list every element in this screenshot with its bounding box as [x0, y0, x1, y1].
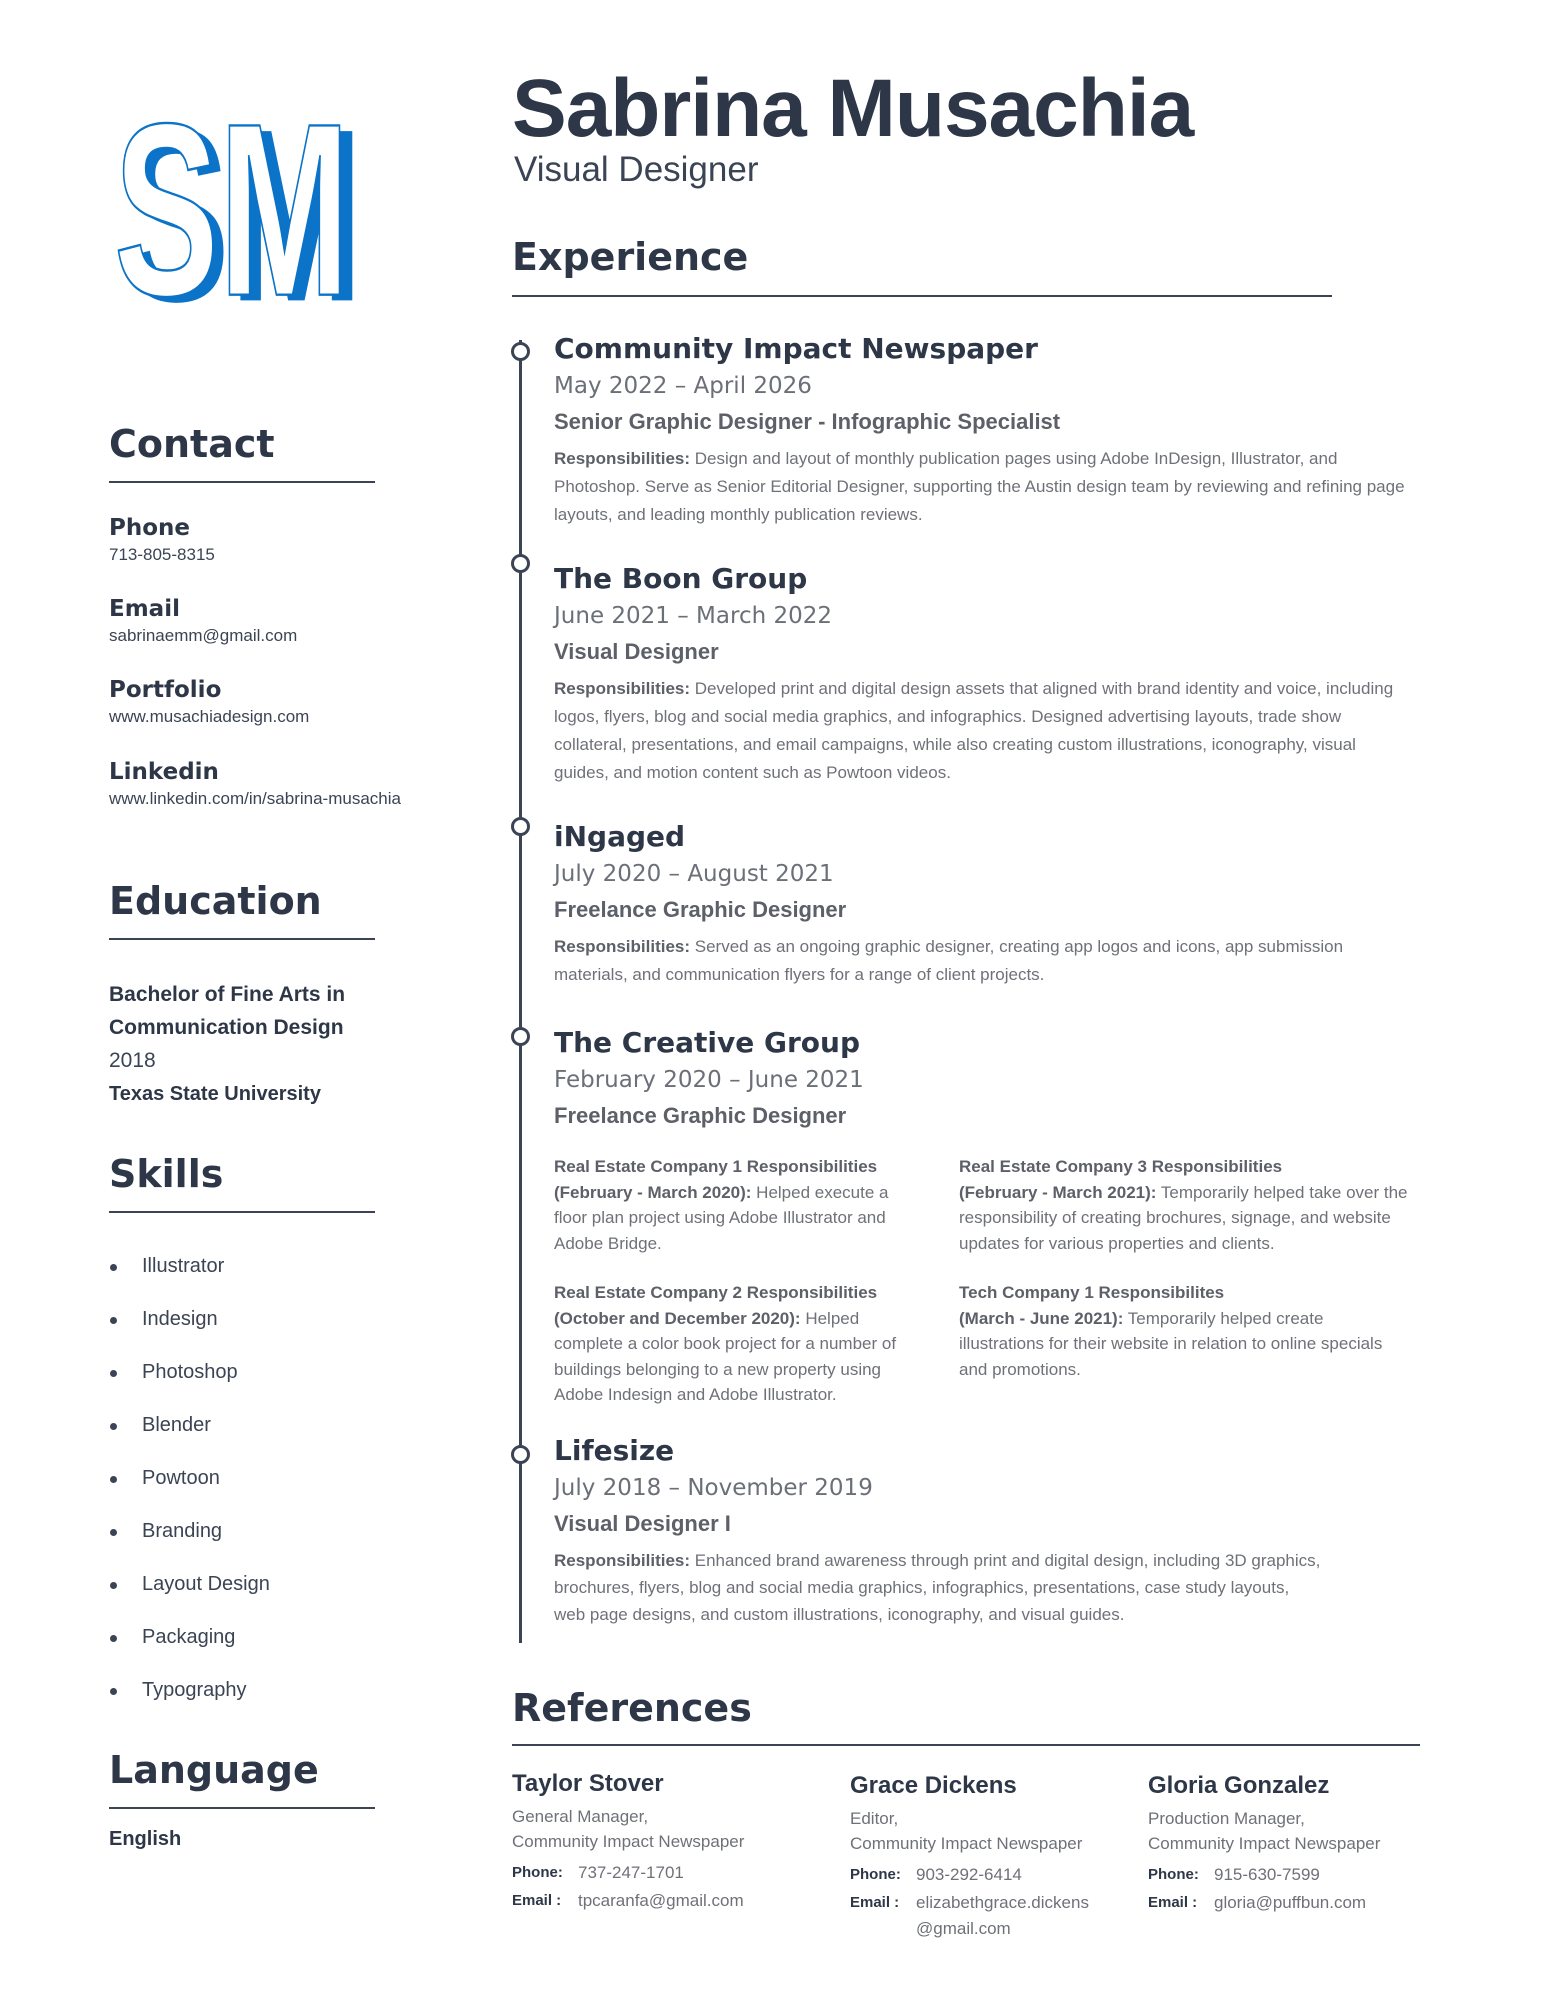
- skill-item: Indesign: [109, 1308, 270, 1361]
- reference-role: Production Manager, Community Impact Newspaper: [1148, 1809, 1381, 1853]
- job-responsibilities: [554, 445, 1414, 529]
- timeline-dot: [511, 342, 530, 361]
- job-responsibilities: [554, 1547, 1324, 1628]
- contact-portfolio-link[interactable]: www.musachiadesign.com: [109, 707, 310, 726]
- creative-group-block: [554, 1154, 924, 1256]
- block-period: (October and December 2020):: [554, 1308, 801, 1328]
- block-period: (February - March 2020):: [554, 1182, 752, 1202]
- block-heading: Real Estate Company 1 Responsibilities: [554, 1157, 878, 1176]
- contact-email: [109, 596, 297, 646]
- timeline-dot: [511, 1445, 530, 1464]
- candidate-name: Sabrina Musachia: [512, 63, 1194, 154]
- block-heading: Real Estate Company 2 Responsibilities: [554, 1283, 878, 1302]
- skill-item: Blender: [109, 1414, 270, 1467]
- resp-label: Responsibilities:: [554, 679, 691, 698]
- job-dates: May 2022 – April 2026: [554, 373, 812, 399]
- job-dates: July 2020 – August 2021: [554, 861, 834, 887]
- skill-item: Photoshop: [109, 1361, 270, 1414]
- contact-email-label: Email: [109, 596, 180, 622]
- job-dates: June 2021 – March 2022: [554, 603, 833, 629]
- job-boon-group: [554, 562, 1414, 787]
- resp-text: Enhanced brand awareness through print and digital design, including 3D graphics, brochures, flyers, blog and social media graphics, infographics, presentations, case study layouts, web page designs, and custom illustrations, iconography, and visual guides.: [554, 1551, 1321, 1624]
- contact-phone-value[interactable]: 713-805-8315: [109, 545, 215, 564]
- skills-title: Skills: [109, 1152, 224, 1196]
- skill-item: Illustrator: [109, 1255, 270, 1308]
- block-period: (March - June 2021):: [959, 1308, 1124, 1328]
- references-divider: [512, 1744, 1420, 1746]
- resp-text: Design and layout of monthly publication pages using Adobe InDesign, Illustrator, and Photoshop. Serve as Senior Editorial Designer, supporting the Austin design team by reviewing and refining page layouts, and leading monthly publication reviews.: [554, 449, 1405, 524]
- skill-item: Branding: [109, 1520, 270, 1573]
- contact-linkedin: [109, 759, 401, 809]
- reference-email: Email : gloria@puffbun.com: [1148, 1893, 1367, 1912]
- block-text: Helped complete a color book project for a number of buildings belonging to a new property using Adobe Indesign and Adobe Illustrator.: [554, 1308, 897, 1404]
- timeline-dot: [511, 554, 530, 573]
- block-text: Helped execute a floor plan project using Adobe Illustrator and Adobe Bridge.: [554, 1182, 889, 1253]
- skills-list: [109, 1255, 270, 1732]
- job-dates: February 2020 – June 2021: [554, 1067, 864, 1093]
- education-school: Texas State University: [109, 1083, 321, 1105]
- contact-portfolio: [109, 677, 309, 727]
- timeline-dot: [511, 1027, 530, 1046]
- contact-email-value[interactable]: sabrinaemm@gmail.com: [109, 626, 298, 645]
- job-company: Community Impact Newspaper: [554, 332, 1038, 365]
- resp-text: Served as an ongoing graphic designer, creating app logos and icons, app submission materials, and communication flyers for a range of client projects.: [554, 937, 1344, 984]
- reference-phone: Phone: 903-292-6414: [850, 1865, 1022, 1884]
- reference-phone: Phone: 737-247-1701: [512, 1863, 684, 1882]
- job-responsibilities: [554, 933, 1414, 989]
- creative-group-block: [554, 1280, 924, 1408]
- reference-name: Taylor Stover: [512, 1770, 664, 1797]
- reference-card: [1148, 1772, 1448, 1916]
- candidate-role: Visual Designer: [514, 150, 759, 189]
- reference-phone: Phone: 915-630-7599: [1148, 1865, 1320, 1884]
- reference-name: Gloria Gonzalez: [1148, 1772, 1330, 1799]
- reference-role: Editor, Community Impact Newspaper: [850, 1809, 1083, 1853]
- contact-phone: [109, 515, 215, 565]
- contact-phone-label: Phone: [109, 515, 191, 541]
- reference-card: [512, 1770, 842, 1914]
- education-degree-line2: Communication Design: [109, 1016, 344, 1039]
- sm-monogram-logo: [112, 70, 377, 335]
- education-entry: [109, 978, 409, 1111]
- skill-item: Layout Design: [109, 1573, 270, 1626]
- language-title: Language: [109, 1748, 319, 1792]
- creative-group-block: [959, 1280, 1389, 1382]
- creative-group-block: [959, 1154, 1419, 1256]
- reference-email: Email : elizabethgrace.dickens @gmail.com: [850, 1893, 1089, 1938]
- job-company: The Creative Group: [554, 1026, 860, 1059]
- job-creative-group: [554, 1026, 1414, 1129]
- resp-label: Responsibilities:: [554, 937, 691, 956]
- resp-text: Developed print and digital design assets that aligned with brand identity and voice, including logos, flyers, blog and social media graphics, and infographics. Designed advertising layouts, trade show collateral, presentations, and email campaigns, while also creating custom illustrations, iconography, visual guides, and motion content such as Powtoon videos.: [554, 679, 1394, 782]
- skills-divider: [109, 1211, 375, 1213]
- skill-item: Packaging: [109, 1626, 270, 1679]
- monogram-face: SM: [114, 73, 350, 335]
- education-divider: [109, 938, 375, 940]
- skill-item: Typography: [109, 1679, 270, 1732]
- monogram-shadow: SM: [123, 78, 363, 335]
- language-item: English: [109, 1828, 182, 1850]
- job-community-impact: [554, 332, 1414, 529]
- resp-label: Responsibilities:: [554, 449, 691, 468]
- job-ingaged: [554, 820, 1414, 989]
- timeline-dot: [511, 817, 530, 836]
- job-title: Freelance Graphic Designer: [554, 897, 847, 922]
- education-degree-line1: Bachelor of Fine Arts in: [109, 983, 346, 1006]
- job-title: Visual Designer: [554, 639, 719, 664]
- job-lifesize: [554, 1434, 1324, 1628]
- skill-item: Powtoon: [109, 1467, 270, 1520]
- job-title: Visual Designer I: [554, 1511, 731, 1536]
- resp-label: Responsibilities:: [554, 1551, 691, 1570]
- references-title: References: [512, 1686, 752, 1730]
- block-heading: Real Estate Company 3 Responsibilities: [959, 1157, 1283, 1176]
- contact-divider: [109, 481, 375, 483]
- job-dates: July 2018 – November 2019: [554, 1475, 873, 1501]
- experience-title: Experience: [512, 235, 749, 279]
- reference-card: [850, 1772, 1130, 1942]
- contact-title: Contact: [109, 422, 275, 466]
- job-company: The Boon Group: [554, 562, 808, 595]
- block-text: Temporarily helped create illustrations for their website in relation to online specials and promotions.: [959, 1308, 1383, 1379]
- block-text: Temporarily helped take over the responsibility of creating brochures, signage, and website updates for various properties and clients.: [959, 1182, 1408, 1253]
- job-company: iNgaged: [554, 820, 686, 853]
- reference-role: General Manager, Community Impact Newspaper: [512, 1807, 745, 1851]
- language-divider: [109, 1807, 375, 1809]
- contact-linkedin-link[interactable]: www.linkedin.com/in/sabrina-musachia: [109, 789, 401, 808]
- block-period: (February - March 2021):: [959, 1182, 1157, 1202]
- contact-linkedin-label: Linkedin: [109, 759, 219, 785]
- education-year: 2018: [109, 1049, 156, 1072]
- block-heading: Tech Company 1 Responsibilites: [959, 1283, 1225, 1302]
- experience-divider: [512, 295, 1332, 297]
- contact-portfolio-label: Portfolio: [109, 677, 222, 703]
- job-title: Freelance Graphic Designer: [554, 1103, 847, 1128]
- education-title: Education: [109, 879, 322, 923]
- reference-name: Grace Dickens: [850, 1772, 1017, 1799]
- job-company: Lifesize: [554, 1434, 675, 1467]
- reference-email: Email : tpcaranfa@gmail.com: [512, 1891, 744, 1910]
- job-title: Senior Graphic Designer - Infographic Specialist: [554, 409, 1061, 434]
- job-responsibilities: [554, 675, 1414, 787]
